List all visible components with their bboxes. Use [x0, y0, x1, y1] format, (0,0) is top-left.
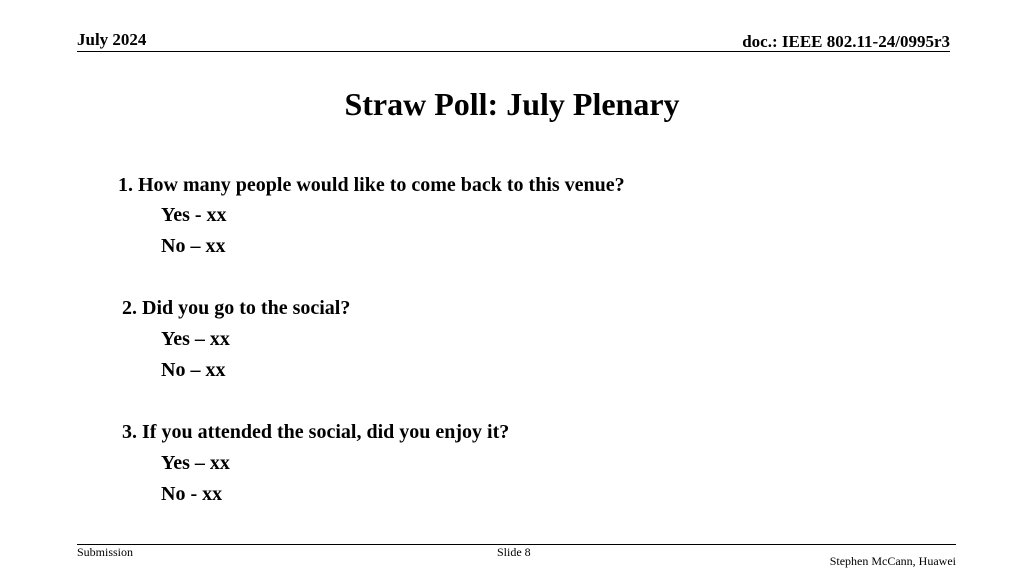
poll-answer-1-yes: Yes - xx: [161, 204, 227, 226]
header-doc-id: doc.: IEEE 802.11-24/0995r3: [742, 32, 950, 51]
footer-submission: Submission: [77, 545, 134, 559]
poll-answer-3-no: No - xx: [161, 483, 223, 505]
poll-question-3: 3. If you attended the social, did you enjoy it?: [122, 421, 510, 443]
poll-answer-3-yes: Yes – xx: [161, 452, 230, 474]
poll-question-2: 2. Did you go to the social?: [122, 297, 351, 319]
poll-answer-2-yes: Yes – xx: [161, 328, 230, 350]
header-divider: [77, 51, 950, 52]
poll-answer-2-no: No – xx: [161, 359, 226, 381]
footer-slide-number: Slide 8: [497, 545, 531, 559]
header-date: July 2024: [77, 30, 147, 49]
footer-author: Stephen McCann, Huawei: [829, 554, 956, 568]
slide-title: Straw Poll: July Plenary: [344, 86, 680, 122]
poll-question-1: 1. How many people would like to come back to this venue?: [118, 174, 625, 196]
poll-answer-1-no: No – xx: [161, 235, 226, 257]
